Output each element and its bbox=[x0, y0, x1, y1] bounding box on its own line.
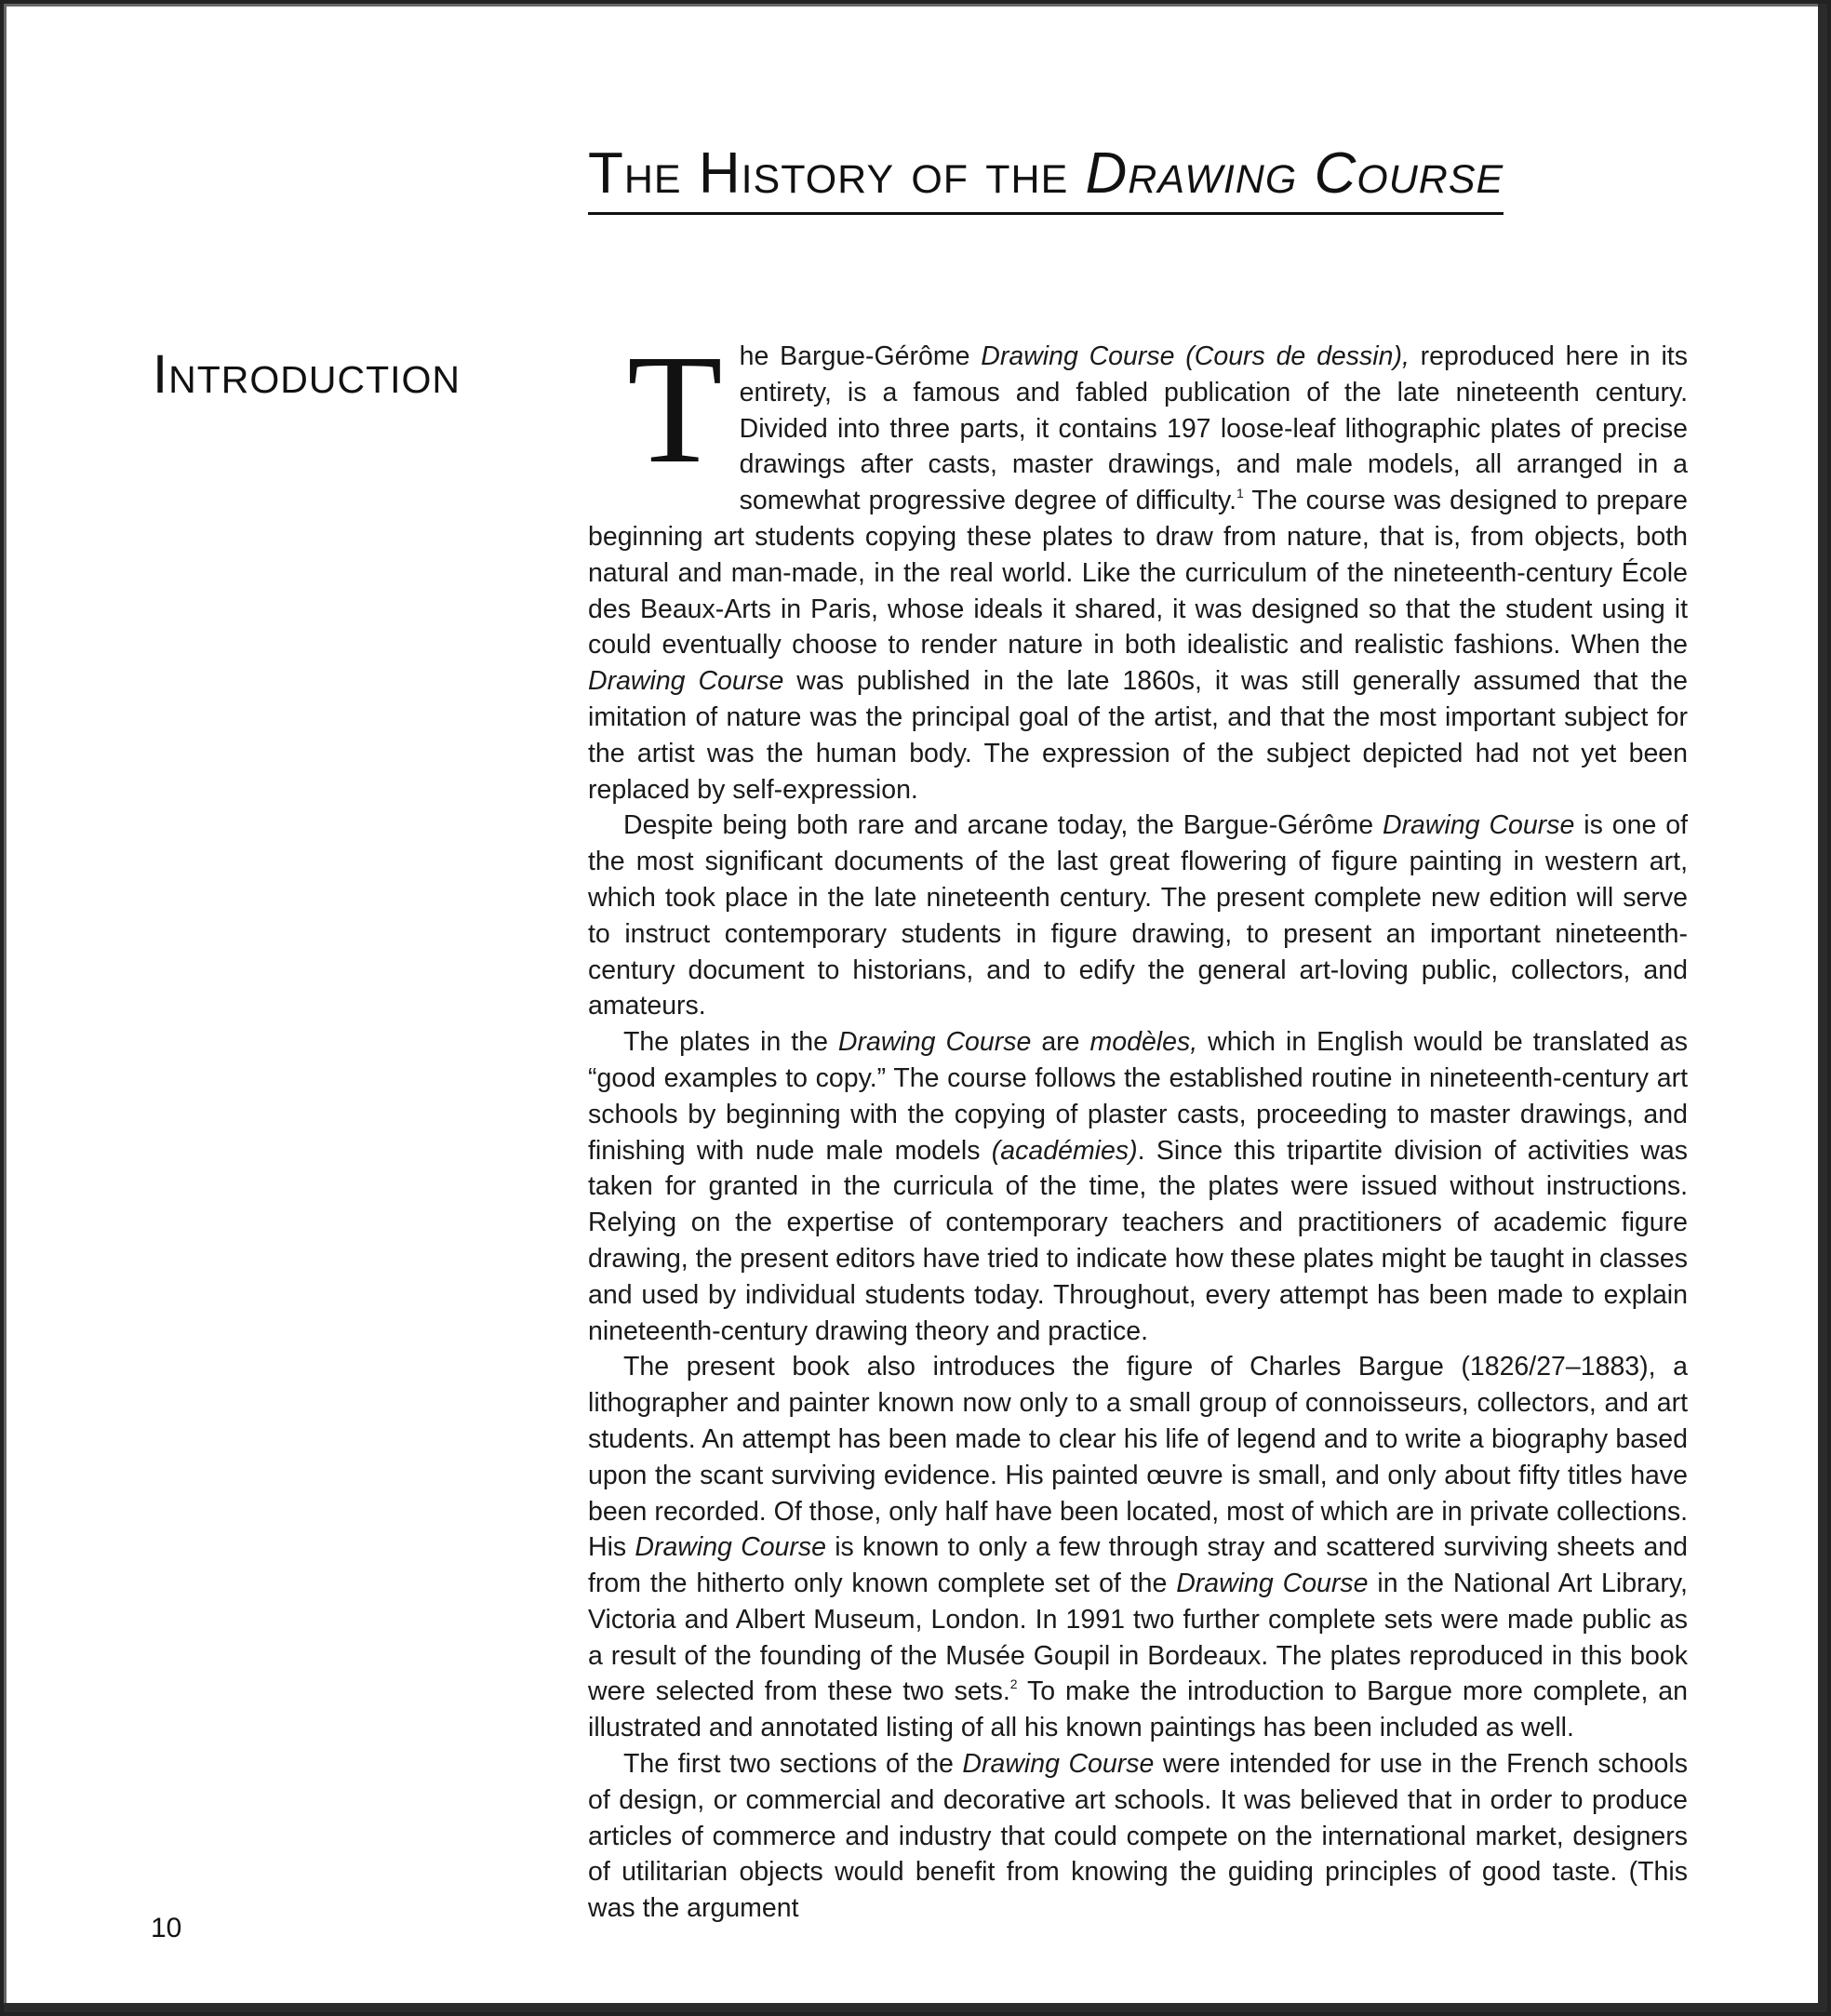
paragraph-1 bbox=[588, 323, 1688, 808]
section-heading: Introduction bbox=[153, 344, 461, 405]
paragraph-2 bbox=[588, 808, 1688, 1024]
drop-cap: T bbox=[627, 323, 723, 496]
italic-run: Drawing Course bbox=[962, 1749, 1155, 1780]
body-text bbox=[588, 323, 1689, 1927]
text-run: is one of the most significant documents of the last great flowering of figure painting in western art, which took place in the late nineteenth century. The present complete new edition will serve to instruct contemporary students in figure drawing, to present an important nineteenth-century document to historians, and to edify the general art-loving public, collectors, and amateurs. bbox=[588, 810, 1688, 1021]
chapter-title-italic: Drawing Course bbox=[1085, 141, 1504, 206]
page-number: 10 bbox=[151, 1913, 182, 1943]
chapter-title-plain: The History of the bbox=[588, 141, 1086, 206]
text-run: in the National Art Library, Victoria and Albert Museum, London. In 1991 two further complete sets were made public as a result of the founding of the Musée Goupil in Bordeaux. The plates reproduced in this book were selected from these two sets. bbox=[588, 1569, 1688, 1707]
text-run: To make the introduction to Bargue more complete, an illustrated and annotated listing of all his known paintings has been included as well. bbox=[588, 1676, 1688, 1743]
paragraph-4 bbox=[588, 1349, 1688, 1746]
text-run: reproduced here in its entirety, is a famous and fabled publication of the late nineteenth century. Divided into three parts, it contains 197 loose-leaf lithographic plates of precise drawings after casts, master drawings, and male models, all arranged in a somewhat progressive degree of difficulty. bbox=[739, 341, 1688, 516]
footnote-ref-1[interactable]: 1 bbox=[1236, 486, 1244, 501]
text-run: were intended for use in the French schools of design, or commercial and decorative art schools. It was believed that in order to produce articles of commerce and industry that could compete on the international market, designers of utilitarian objects would benefit from knowing the guiding principles of good taste. (This was the argument bbox=[588, 1749, 1688, 1924]
text-run: he Bargue-Gérôme bbox=[739, 341, 982, 371]
text-run: was published in the late 1860s, it was still generally assumed that the imitation of nature was the principal goal of the artist, and that the most important subject for the artist was the human body. The expression of the subject depicted had not yet been replaced by self-expression. bbox=[588, 666, 1688, 805]
text-run: Despite being both rare and arcane today, the Bargue-Gérôme bbox=[623, 810, 1383, 841]
italic-run: Drawing Course bbox=[588, 666, 784, 697]
text-run: . Since this tripartite division of activities was taken for granted in the curricula of the time, the plates were issued without instructions. Relying on the expertise of contemporary teachers and practitioners of academic figure drawing, the present editors have tried to indicate how these plates might be taught in classes and used by individual students today. Throughout, every attempt has been made to explain nineteenth-century drawing theory and practice. bbox=[588, 1135, 1688, 1346]
italic-run: Drawing Course bbox=[635, 1532, 826, 1563]
italic-run: Drawing Course (Cours de dessin), bbox=[981, 341, 1410, 371]
paragraph-5 bbox=[588, 1746, 1688, 1927]
text-run: which in English would be translated as “good examples to copy.” The course follows the established routine in nineteenth-century art schools by beginning with the copying of plaster casts, proceeding to master drawings, and finishing with nude male models bbox=[588, 1027, 1689, 1166]
text-run: The present book also introduces the figure of Charles Bargue (1826/27–1883), a lithographer and painter known now only to a small group of connoisseurs, collectors, and art students. An attempt has been made to clear his life of legend and to write a biography based upon the scant surviving evidence. His painted œuvre is small, and only about fifty titles have been recorded. Of those, only half have been located, most of which are in private collections. His bbox=[588, 1352, 1688, 1563]
text-run: The plates in the bbox=[623, 1027, 838, 1058]
italic-run: modèles, bbox=[1089, 1027, 1198, 1058]
italic-run: Drawing Course bbox=[837, 1027, 1032, 1058]
italic-run: (académies) bbox=[991, 1135, 1138, 1166]
paragraph-3 bbox=[588, 1024, 1688, 1349]
chapter-title bbox=[588, 141, 1504, 215]
text-run: The course was designed to prepare beginning art students copying these plates to draw from nature, that is, from objects, both natural and man-made, in the real world. Like the curriculum of the nineteenth-century École des Beaux-Arts in Paris, whose ideals it shared, it was designed so that the student using it could eventually choose to render nature in both idealistic and realistic fashions. When the bbox=[588, 486, 1688, 661]
text-run: are bbox=[1031, 1027, 1090, 1058]
text-run: The first two sections of the bbox=[623, 1749, 963, 1780]
footnote-ref-2[interactable]: 2 bbox=[1009, 1676, 1018, 1692]
italic-run: Drawing Course bbox=[1176, 1569, 1369, 1599]
text-run: is known to only a few through stray and scattered surviving sheets and from the hitherto only known complete set of the bbox=[588, 1532, 1688, 1599]
italic-run: Drawing Course bbox=[1382, 810, 1575, 841]
